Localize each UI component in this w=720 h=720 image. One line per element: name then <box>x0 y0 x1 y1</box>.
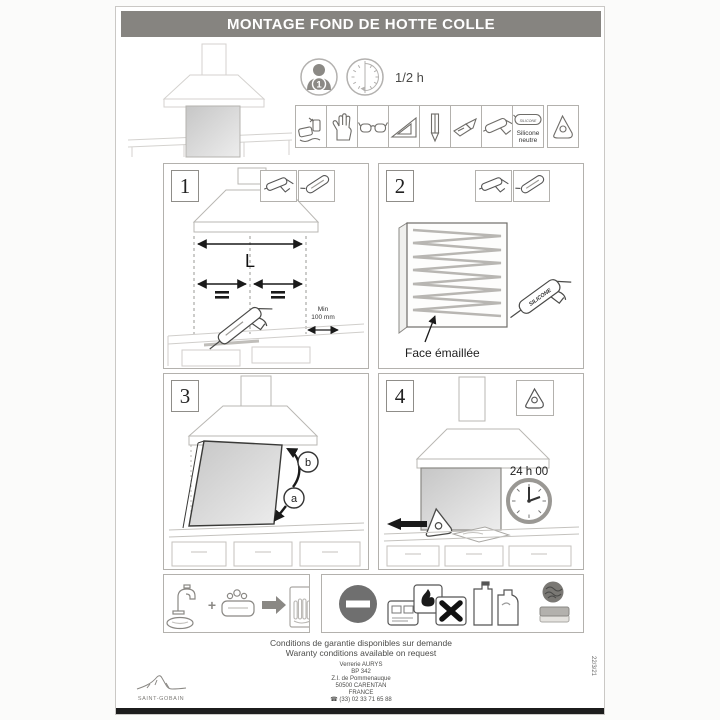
safety-glasses-icon <box>357 105 389 148</box>
cleaning-kit-icon <box>295 105 327 148</box>
soap-sponge-icon <box>222 590 254 616</box>
page-title: MONTAGE FOND DE HOTTE COLLE <box>121 11 601 37</box>
manufacturer-address: Verrerie AURYS BP 342 Z.I. de Pommenauque 50500 CARENTAN FRANCE ☎ (33) 02 33 71 65 88 <box>116 662 606 704</box>
water-tap-icon <box>167 585 195 629</box>
crew-and-time <box>299 57 424 97</box>
persons-count: 1 <box>316 79 322 91</box>
remove-arrow <box>387 518 401 530</box>
caulking-gun-icon <box>481 105 513 148</box>
silicone-cartridge-icon <box>298 170 335 202</box>
step-4-panel <box>378 373 584 570</box>
set-square-icon <box>388 105 420 148</box>
cleaning-icons <box>164 575 309 632</box>
brand-name: SAINT-GOBAIN <box>137 696 185 702</box>
step-2-panel <box>378 163 584 369</box>
warranty-fr: Conditions de garantie disponibles sur demande <box>270 638 452 648</box>
phone-icon: ☎ <box>330 697 338 703</box>
silicone-label: Silicone neutre <box>516 129 540 144</box>
place-arrow-a <box>275 506 286 520</box>
cross-icon <box>436 597 466 625</box>
caulking-gun <box>506 271 577 332</box>
cleaning-instructions-box <box>163 574 310 633</box>
pencil-icon <box>419 105 451 148</box>
bottom-black-bar <box>116 708 604 714</box>
warranty-en: Waranty conditions available on request <box>285 648 437 658</box>
caulking-gun-icon <box>475 170 512 202</box>
cutter-icon <box>450 105 482 148</box>
duration-label: 1/2 h <box>395 69 424 85</box>
warranty-text <box>116 638 606 658</box>
caulking-gun <box>206 299 278 363</box>
tilted-glass-panel <box>189 441 282 526</box>
abrasive-sponge-icon <box>540 607 569 622</box>
plus-sign: + <box>207 597 217 613</box>
prohibited-products-box <box>321 574 584 633</box>
step-number: 1 <box>171 170 199 202</box>
bridge-sketch-icon <box>133 675 189 691</box>
silicone-cartridge-icon <box>512 105 544 148</box>
hood-overview-illustration <box>124 43 296 158</box>
wait-time-label: 24 h 00 <box>509 466 549 478</box>
min-distance-label: Min 100 mm <box>311 306 335 321</box>
step-number: 2 <box>386 170 414 202</box>
solvent-jugs-icon <box>474 582 518 625</box>
enamel-face-caption: Face émaillée <box>405 346 480 360</box>
phone-number: (33) 02 33 71 65 88 <box>339 697 392 703</box>
wipe-cloth-icon <box>290 587 309 627</box>
gloves-icon <box>326 105 358 148</box>
prohibition-icon <box>339 585 377 623</box>
clock-icon <box>508 480 550 522</box>
half-hour-clock-icon <box>345 57 385 97</box>
arrow-right-icon <box>262 596 286 614</box>
prohibited-icons <box>322 575 583 632</box>
silicone-cartridge-icon <box>513 170 550 202</box>
step-number: 3 <box>171 380 199 412</box>
caulking-gun-icon <box>260 170 297 202</box>
length-dimension-label: L <box>244 251 256 271</box>
step-3-panel <box>163 373 369 570</box>
cartridge-text: SILICONE <box>528 287 553 308</box>
spreader-spatula-icon <box>516 380 554 416</box>
spreader-spatula-icon <box>547 105 579 148</box>
marker-a: a <box>290 493 298 505</box>
steel-wool-icon <box>543 582 564 603</box>
tilt-arrow-b <box>288 449 299 487</box>
marker-b: b <box>304 457 312 469</box>
instruction-sheet <box>115 6 605 715</box>
step-1-panel <box>163 163 369 369</box>
person-icon <box>299 57 339 97</box>
saint-gobain-logo <box>126 675 196 702</box>
edition-code: 22/3/21 <box>590 656 596 677</box>
required-tools-row <box>296 105 579 148</box>
backsplash-panel <box>186 106 240 157</box>
step-number: 4 <box>386 380 414 412</box>
cartridge-text: SILICONE <box>519 118 537 123</box>
